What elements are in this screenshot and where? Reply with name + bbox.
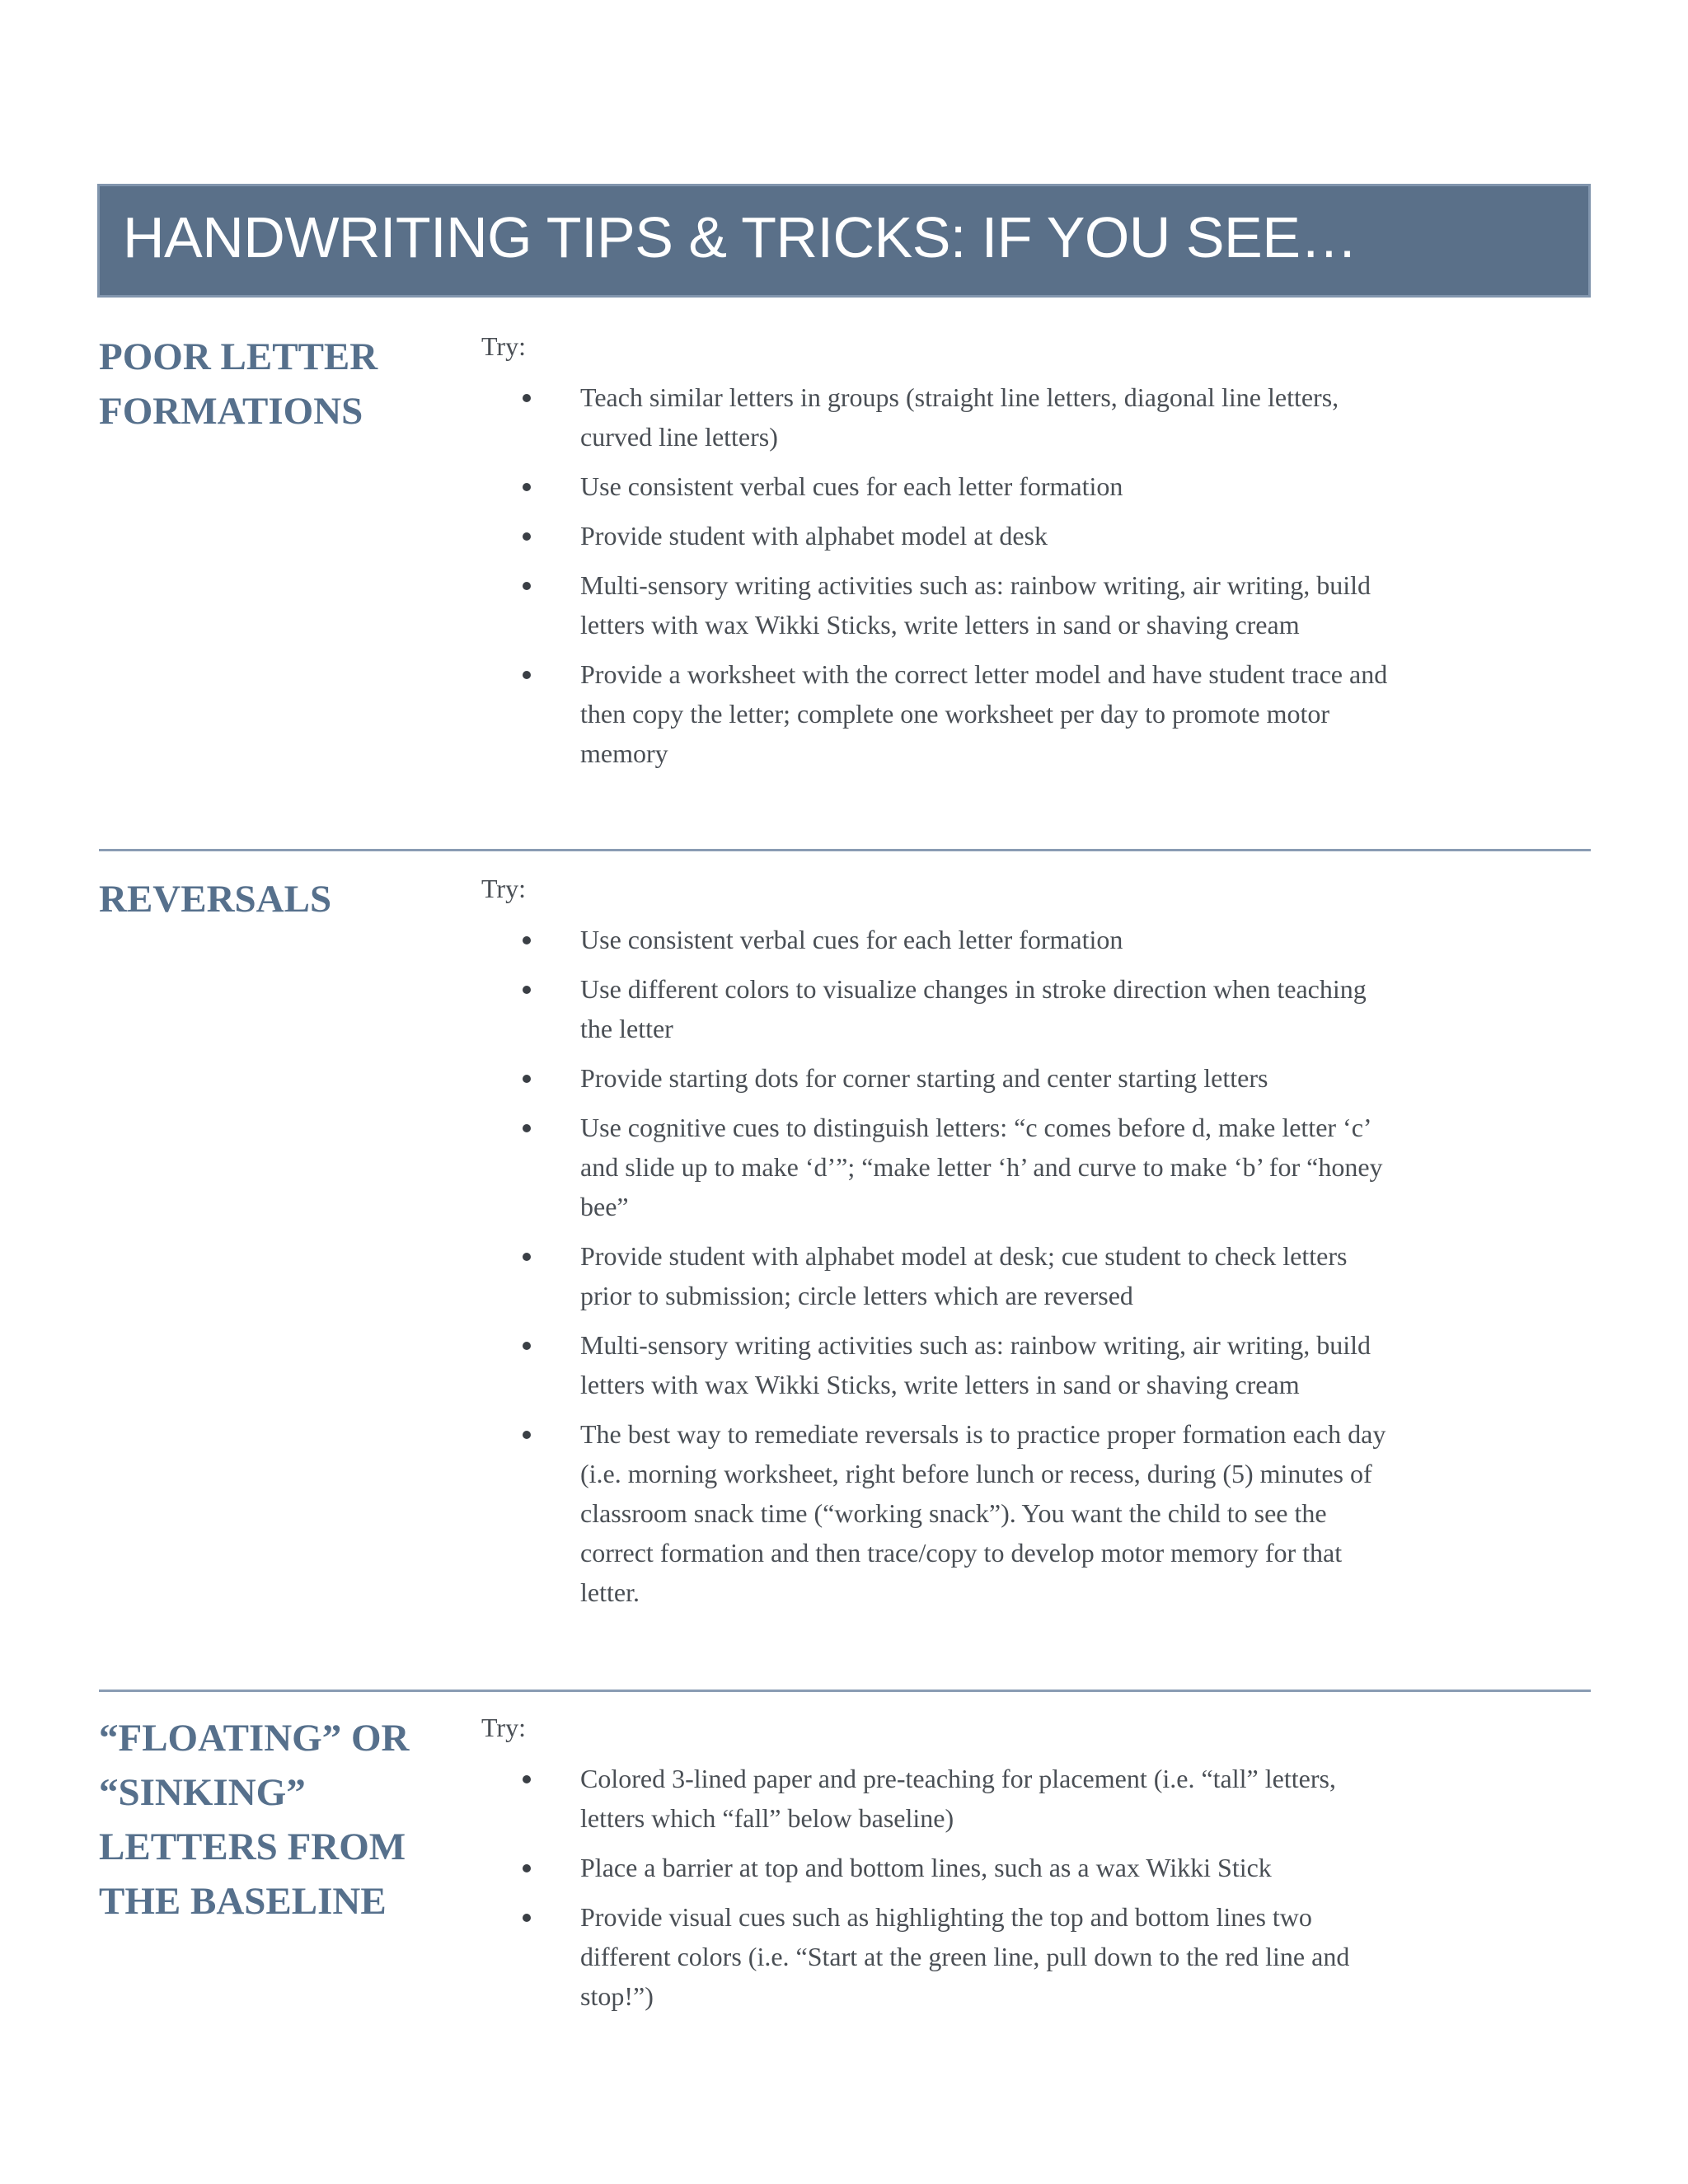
tip-text: Colored 3-lined paper and pre-teaching for placement (i.e. “tall” letters, letters which “fall” below baseline) (580, 1764, 1336, 1833)
section-divider (99, 849, 1591, 851)
section-body (481, 330, 1503, 783)
list-item (481, 1414, 1404, 1612)
list-item (481, 1325, 1404, 1404)
tips-list (481, 920, 1503, 1612)
tips-list (481, 1759, 1503, 2016)
bullet-icon (523, 483, 531, 491)
tip-text: Use consistent verbal cues for each letter formation (580, 471, 1123, 501)
section-divider (99, 1690, 1591, 1692)
tip-text: Use cognitive cues to distinguish letters: “c comes before d, make letter ‘c’ and slide up to make ‘d’”; “make letter ‘h’ and curve to make ‘b’ for “honey bee” (580, 1113, 1383, 1221)
tip-text: Multi-sensory writing activities such as: rainbow writing, air writing, build letters with wax Wikki Sticks, write letters in sand or shaving cream (580, 1330, 1371, 1399)
try-label: Try: (481, 1713, 526, 1742)
list-item (481, 516, 1404, 555)
tip-text: Provide starting dots for corner starting and center starting letters (580, 1063, 1268, 1093)
tip-text: Provide student with alphabet model at desk; cue student to check letters prior to submission; circle letters which are reversed (580, 1241, 1348, 1310)
bullet-icon (523, 671, 531, 679)
bullet-icon (523, 1431, 531, 1439)
bullet-icon (523, 1775, 531, 1783)
section-heading: POOR LETTER FORMATIONS (99, 335, 378, 433)
title-banner (97, 184, 1591, 298)
bullet-icon (523, 1864, 531, 1872)
try-label: Try: (481, 331, 526, 361)
bullet-icon (523, 1075, 531, 1083)
tip-text: Teach similar letters in groups (straight line letters, diagonal line letters, curved line letters) (580, 382, 1339, 452)
tip-text: Use consistent verbal cues for each letter formation (580, 925, 1123, 954)
list-item (481, 920, 1404, 959)
section-heading: REVERSALS (99, 878, 332, 921)
tip-text: Multi-sensory writing activities such as: rainbow writing, air writing, build letters with wax Wikki Sticks, write letters in sand or shaving cream (580, 570, 1371, 640)
list-item (481, 1848, 1404, 1887)
section-body (481, 872, 1503, 1622)
tip-text: Provide student with alphabet model at desk (580, 521, 1048, 551)
section-heading: “FLOATING” OR “SINKING” LETTERS FROM THE BASELINE (99, 1717, 410, 1923)
list-item (481, 565, 1404, 644)
list-item (481, 1108, 1404, 1226)
bullet-icon (523, 936, 531, 944)
list-item (481, 969, 1404, 1048)
bullet-icon (523, 582, 531, 590)
bullet-icon (523, 1342, 531, 1350)
list-item (481, 1058, 1404, 1098)
section-body (481, 1711, 1503, 2026)
list-item (481, 377, 1404, 457)
page-title: HANDWRITING TIPS & TRICKS: IF YOU SEE… (123, 205, 1357, 269)
list-item (481, 1897, 1404, 2016)
list-item (481, 1759, 1404, 1838)
bullet-icon (523, 986, 531, 994)
try-label: Try: (481, 874, 526, 903)
tip-text: Provide a worksheet with the correct letter model and have student trace and then copy the letter; complete one worksheet per day to promote motor memory (580, 659, 1388, 768)
tip-text: The best way to remediate reversals is to practice proper formation each day (i.e. morning worksheet, right before lunch or recess, during (5) minutes of classroom snack time (“working snack”). You want the child to see the correct formation and then trace/copy to develop motor memory for that letter. (580, 1419, 1386, 1607)
tip-text: Place a barrier at top and bottom lines, such as a wax Wikki Stick (580, 1853, 1272, 1882)
bullet-icon (523, 532, 531, 541)
bullet-icon (523, 1253, 531, 1261)
tip-text: Provide visual cues such as highlighting the top and bottom lines two different colors (i.e. “Start at the green line, pull down to the red line and stop!”) (580, 1902, 1350, 2011)
list-item (481, 654, 1404, 773)
tip-text: Use different colors to visualize changes in stroke direction when teaching the letter (580, 974, 1367, 1043)
bullet-icon (523, 1914, 531, 1922)
list-item (481, 466, 1404, 506)
tips-list (481, 377, 1503, 773)
list-item (481, 1236, 1404, 1315)
bullet-icon (523, 394, 531, 402)
bullet-icon (523, 1124, 531, 1132)
